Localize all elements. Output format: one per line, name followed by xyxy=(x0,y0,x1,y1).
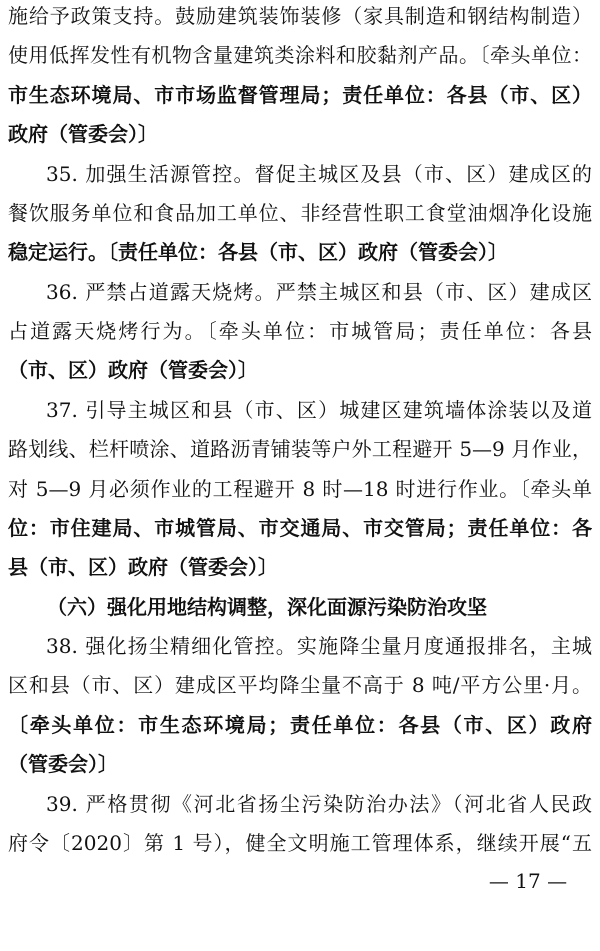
item-37-line-5: 县（市、区）政府（管委会）〕 xyxy=(8,555,278,579)
item-36-line-1: 36. 严禁占道露天烧烤。严禁主城区和县（市、区）建成区 xyxy=(46,280,592,304)
page-number: — 17 — xyxy=(488,869,568,893)
item-36-line-2: 占道露天烧烤行为。〔牵头单位：市城管局；责任单位：各县 xyxy=(8,319,592,343)
item-38-line-1: 38. 强化扬尘精细化管控。实施降尘量月度通报排名，主城 xyxy=(46,634,592,658)
item-37-line-4: 位：市住建局、市城管局、市交通局、市交管局；责任单位：各 xyxy=(8,516,592,540)
item-35-line-3: 稳定运行。〔责任单位：各县（市、区）政府（管委会）〕 xyxy=(8,240,508,264)
item-37-line-2: 路划线、栏杆喷涂、道路沥青铺装等户外工程避开 5—9 月作业， xyxy=(8,437,592,461)
text-line-2: 使用低挥发性有机物含量建筑类涂料和胶黏剂产品。〔牵头单位： xyxy=(8,43,592,67)
item-36-line-3: （市、区）政府（管委会）〕 xyxy=(8,358,258,382)
item-39-line-2: 府令〔2020〕第 1 号），健全文明施工管理体系，继续开展“五 xyxy=(8,831,592,855)
item-35-line-2: 餐饮服务单位和食品加工单位、非经营性职工食堂油烟净化设施 xyxy=(8,201,592,225)
item-37-line-1: 37. 引导主城区和县（市、区）城建区建筑墙体涂装以及道 xyxy=(46,398,592,422)
item-39-line-1: 39. 严格贯彻《河北省扬尘污染防治办法》（河北省人民政 xyxy=(46,792,592,816)
item-38-line-3: 〔牵头单位：市生态环境局；责任单位：各县（市、区）政府 xyxy=(8,713,592,737)
text-line-4: 政府（管委会）〕 xyxy=(8,122,158,146)
item-38-line-4: （管委会）〕 xyxy=(8,752,118,776)
text-line-1: 施给予政策支持。鼓励建筑装饰装修（家具制造和钢结构制造） xyxy=(8,4,592,28)
section-heading-6: （六）强化用地结构调整，深化面源污染防治攻坚 xyxy=(47,595,487,619)
item-35-line-1: 35. 加强生活源管控。督促主城区及县（市、区）建成区的 xyxy=(46,162,592,186)
text-line-3: 市生态环境局、市市场监督管理局；责任单位：各县（市、区） xyxy=(8,83,592,107)
item-37-line-3: 对 5—9 月必须作业的工程避开 8 时—18 时进行作业。〔牵头单 xyxy=(8,477,592,501)
item-38-line-2: 区和县（市、区）建成区平均降尘量不高于 8 吨/平方公里·月。 xyxy=(8,673,592,697)
